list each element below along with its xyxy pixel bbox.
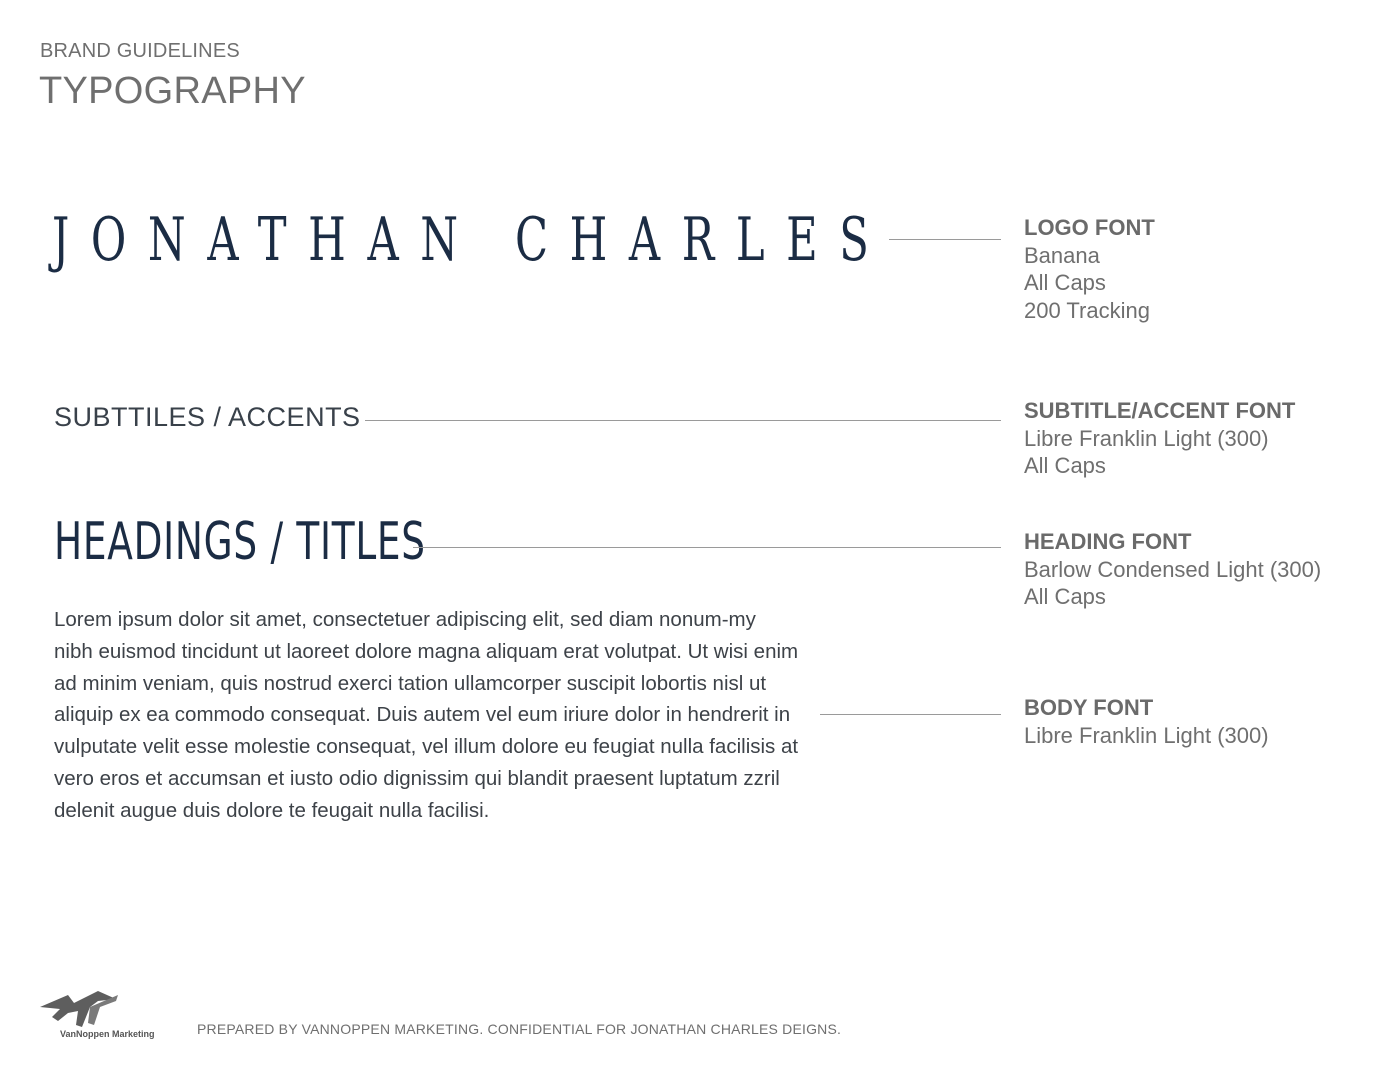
subtitle-connector-line — [365, 420, 1001, 421]
subtitle-font-title: SUBTITLE/ACCENT FONT — [1024, 398, 1296, 423]
subtitle-font-case: All Caps — [1024, 453, 1106, 478]
logo-font-title: LOGO FONT — [1024, 215, 1155, 240]
section-kicker: BRAND GUIDELINES — [40, 40, 240, 62]
logo-font-case: All Caps — [1024, 270, 1106, 295]
subtitle-font-sample: SUBTTILES / ACCENTS — [54, 402, 361, 432]
body-connector-line — [820, 714, 1001, 715]
vannoppen-logo-text: VanNoppen Marketing — [60, 1029, 155, 1039]
logo-font-spec — [1024, 214, 1155, 324]
body-font-sample: Lorem ipsum dolor sit amet, consectetuer adipiscing elit, sed diam nonum-my nibh euismod tincidunt ut laoreet dolore magna aliquam erat volutpat. Ut wisi enim ad minim veniam, quis nostrud exerci tation ullamcorper suscipit lobortis nisl ut aliquip ex ea commodo consequat. Duis autem vel eum iriure dolor in hendrerit in vulputate velit esse molestie consequat, vel illum dolore eu feugiat nulla facilisis at vero eros et accumsan et iusto odio dignissim qui blandit praesent luptatum zzril delenit augue duis dolore te feugait nulla facilisi. — [54, 608, 799, 822]
vannoppen-mark-icon — [38, 987, 156, 1031]
heading-font-sample: HEADINGS / TITLES — [54, 512, 426, 572]
logo-font-name: Banana — [1024, 242, 1100, 268]
logo-font-tracking: 200 Tracking — [1024, 297, 1150, 323]
heading-font-name: Barlow Condensed Light (300) — [1024, 556, 1322, 582]
logo-font-sample: JONATHAN CHARLES — [52, 205, 891, 275]
heading-font-case: All Caps — [1024, 584, 1106, 609]
logo-connector-line — [889, 239, 1001, 240]
subtitle-font-spec — [1024, 397, 1295, 480]
page-title: TYPOGRAPHY — [39, 70, 306, 112]
vannoppen-logo — [38, 987, 156, 1043]
confidentiality-note: PREPARED BY VANNOPPEN MARKETING. CONFIDENTIAL FOR JONATHAN CHARLES DEIGNS. — [197, 1021, 842, 1037]
heading-font-title: HEADING FONT — [1024, 529, 1192, 554]
body-font-title: BODY FONT — [1024, 695, 1154, 720]
body-font-name: Libre Franklin Light (300) — [1024, 722, 1269, 748]
body-font-spec — [1024, 694, 1269, 749]
heading-connector-line — [413, 547, 1001, 548]
heading-font-spec — [1024, 528, 1321, 611]
subtitle-font-name: Libre Franklin Light (300) — [1024, 425, 1269, 451]
